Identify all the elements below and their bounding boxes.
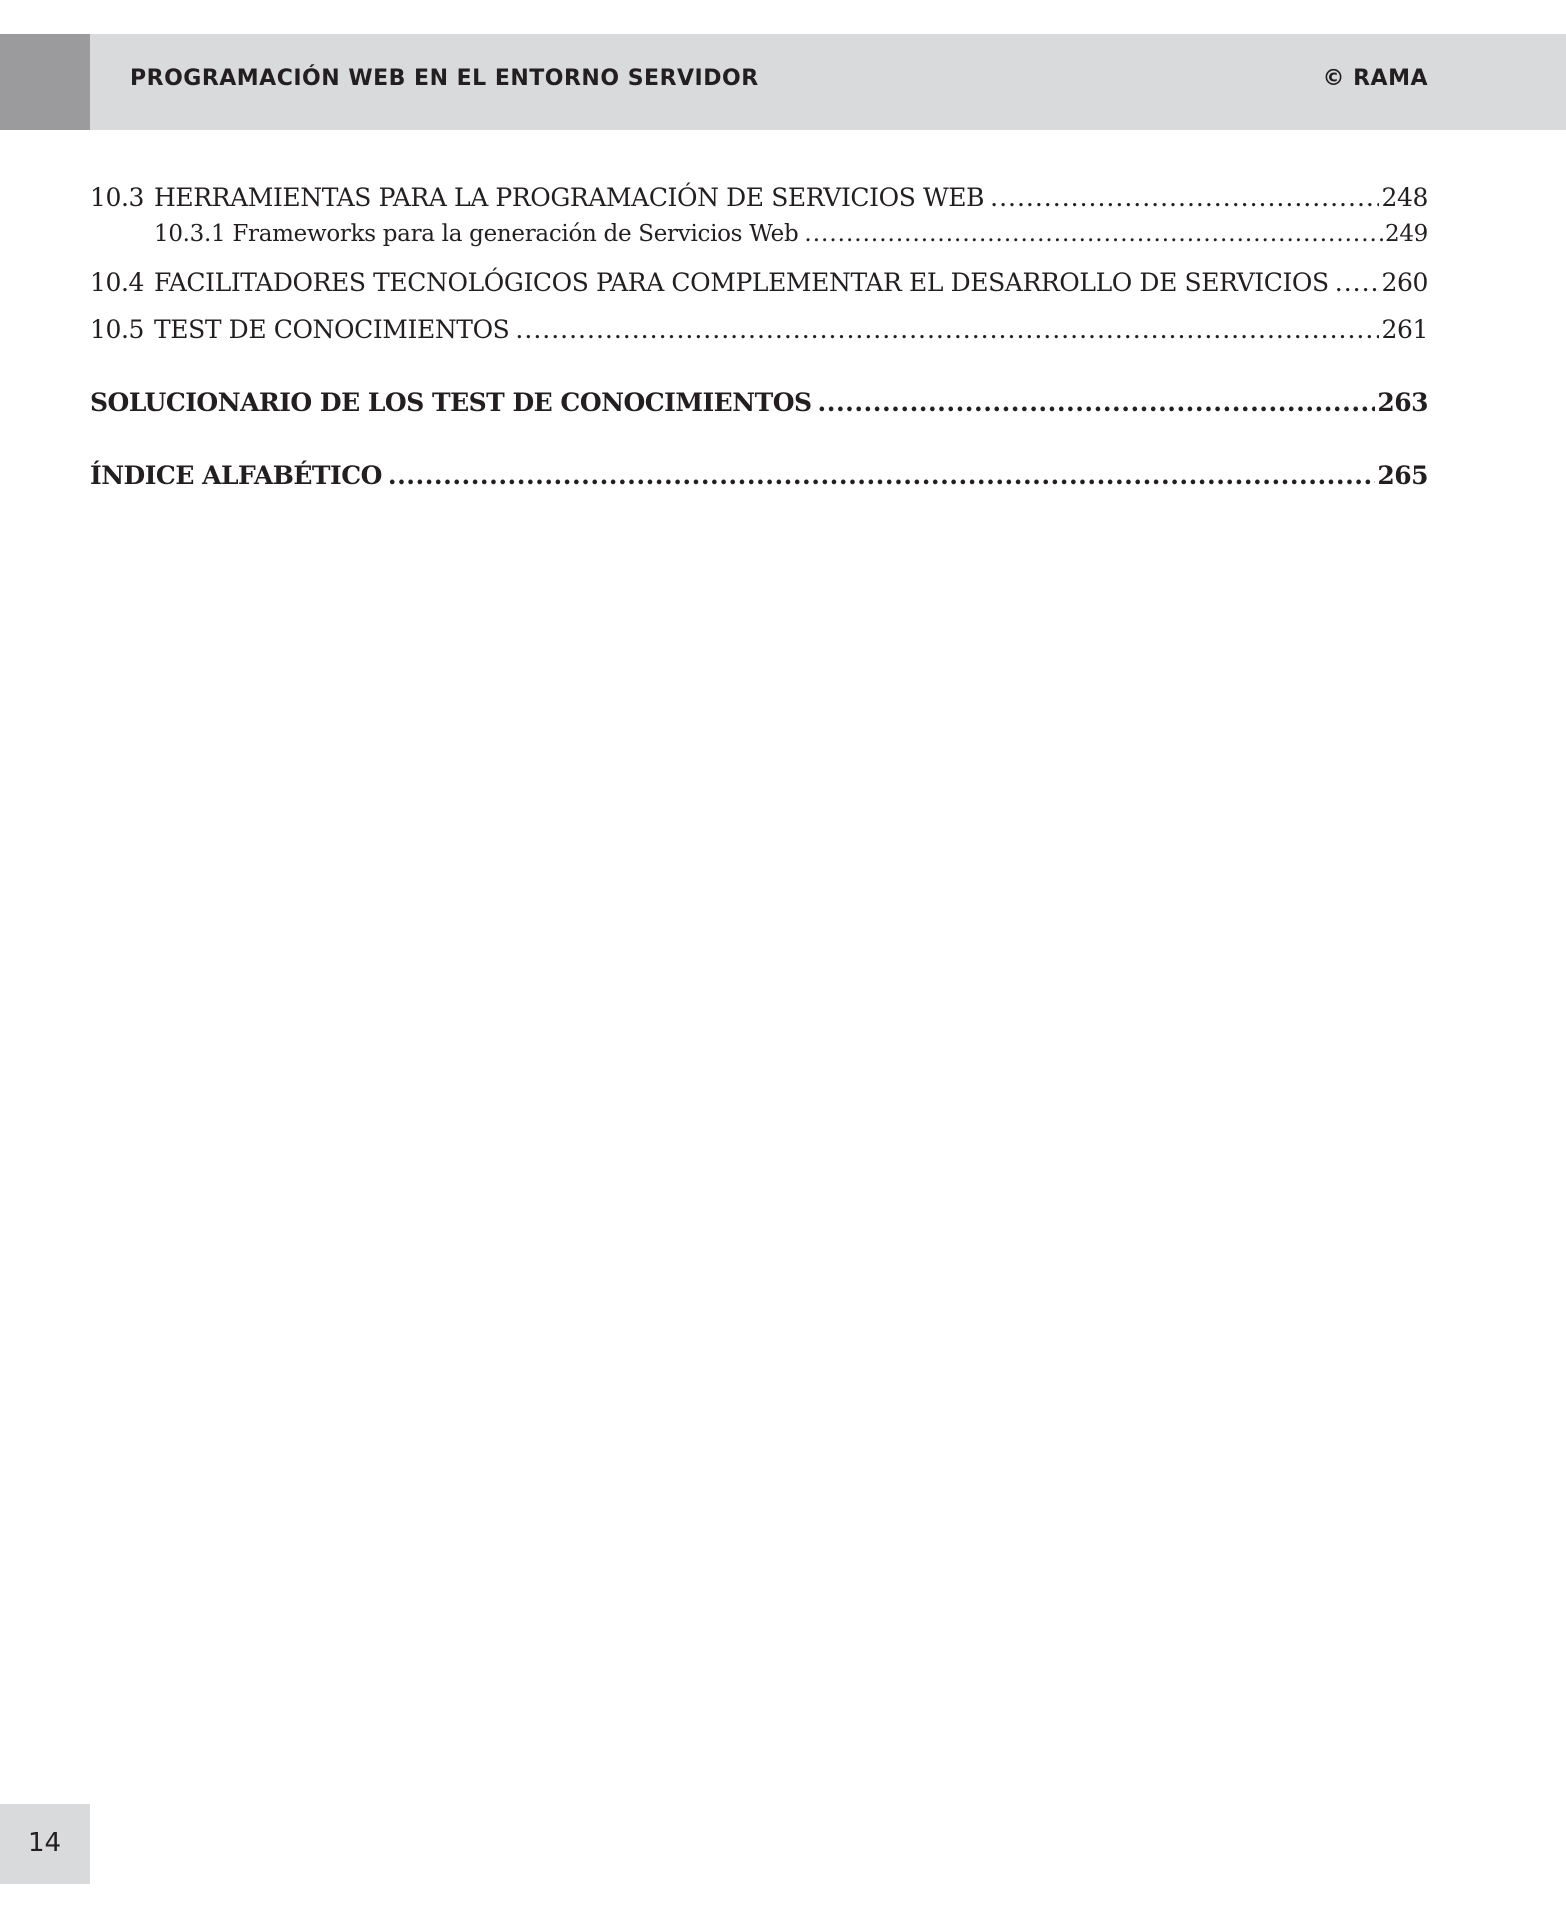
toc-entry-number: 10.3 [90, 183, 145, 212]
toc-entry-title: FACILITADORES TECNOLÓGICOS PARA COMPLEMENTAR EL DESARROLLO DE SERVICIOS [154, 268, 1329, 297]
toc-entry [90, 183, 1428, 212]
toc-entry-number: 10.5 [90, 315, 145, 344]
toc-entry-page: 248 [1381, 183, 1428, 212]
toc-entry-title: SOLUCIONARIO DE LOS TEST DE CONOCIMIENTOS [90, 388, 812, 417]
toc-entry-page: 260 [1381, 268, 1428, 297]
toc-entry-page: 265 [1377, 461, 1428, 490]
toc-entry-number: 10.4 [90, 268, 145, 297]
page-number: 14 [28, 1828, 62, 1858]
toc-entry-page: 261 [1381, 315, 1428, 344]
toc-entry-title: HERRAMIENTAS PARA LA PROGRAMACIÓN DE SERVICIOS WEB [154, 183, 985, 212]
toc-entry [90, 315, 1428, 344]
toc-leader-dots [1335, 268, 1380, 297]
toc-leader-dots [388, 461, 1375, 490]
toc-subentry [154, 221, 1428, 247]
toc-chapter-entry [90, 388, 1428, 417]
toc-entry [90, 268, 1428, 297]
toc-entry-page: 263 [1377, 388, 1428, 417]
toc-entry-page: 249 [1385, 221, 1428, 247]
header-tab-marker [0, 34, 90, 130]
book-title: PROGRAMACIÓN WEB EN EL ENTORNO SERVIDOR [130, 66, 759, 91]
toc-entry-title: ÍNDICE ALFABÉTICO [90, 461, 382, 490]
toc-chapter-entry [90, 461, 1428, 490]
toc-entry-title: 10.3.1 Frameworks para la generación de Servicios Web [154, 221, 799, 247]
toc-leader-dots [515, 315, 1379, 344]
toc-entry-title: TEST DE CONOCIMIENTOS [154, 315, 510, 344]
publisher-mark: © RAMA [1322, 66, 1428, 91]
toc-leader-dots [818, 388, 1376, 417]
toc-leader-dots [990, 183, 1379, 212]
toc-leader-dots [804, 221, 1383, 247]
